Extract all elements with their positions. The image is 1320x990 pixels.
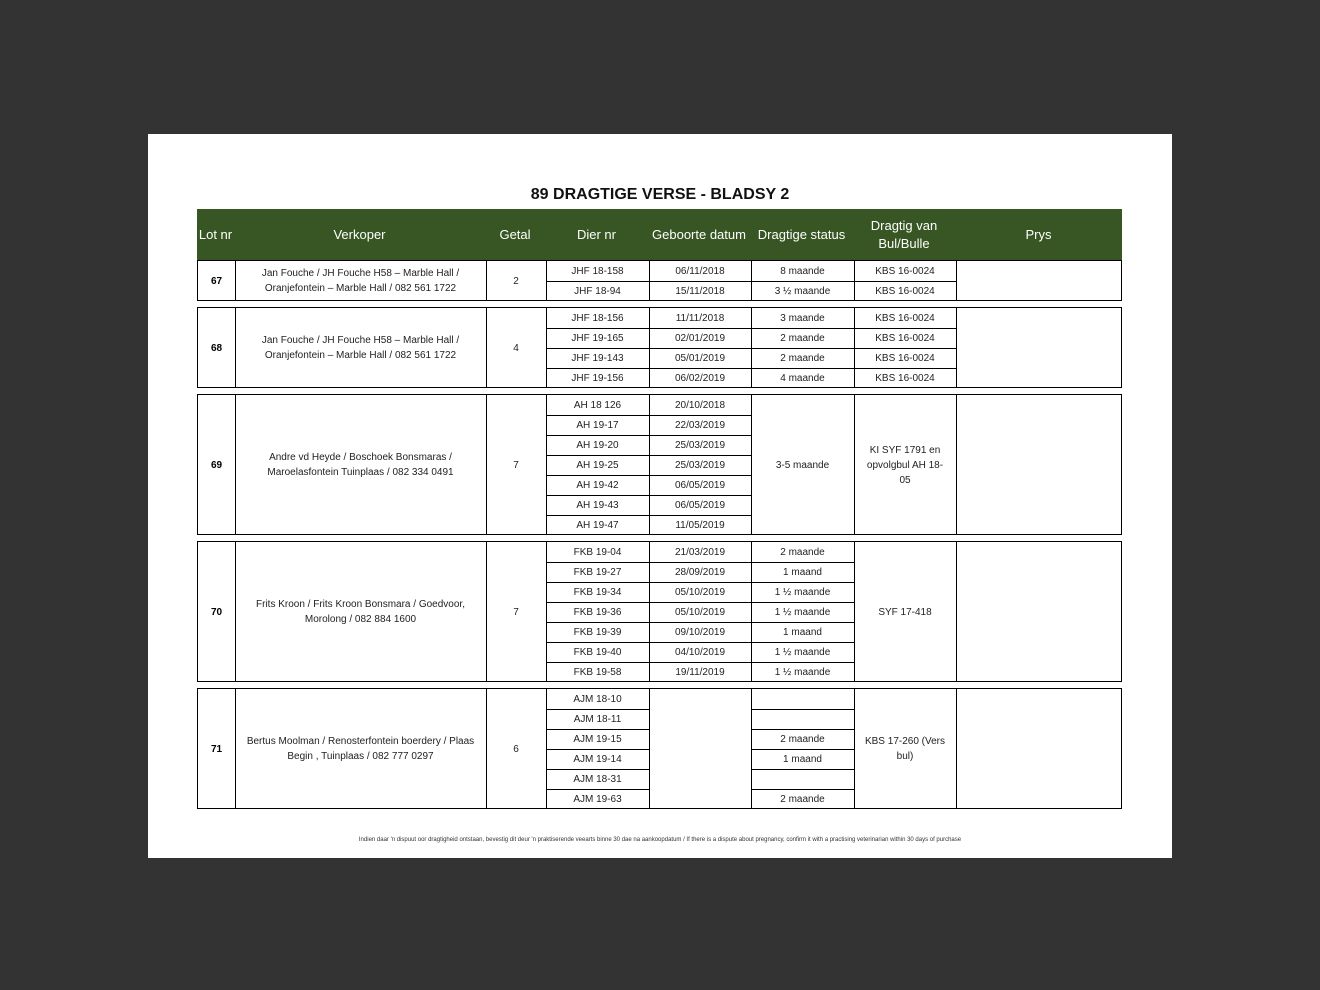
animal-id: AH 19-25 (576, 459, 619, 471)
animal-id: AJM 19-14 (573, 753, 622, 765)
birth-date: 06/05/2019 (674, 499, 726, 511)
header-lot: Lot nr (198, 226, 233, 242)
lot-number: 68 (210, 342, 223, 354)
animal-id: AH 19-43 (576, 499, 619, 511)
animal-id: AJM 19-63 (573, 793, 622, 805)
header-status: Dragtige status (757, 226, 846, 242)
pregnancy-status: 8 maande (780, 265, 825, 277)
animal-id: FKB 19-34 (573, 586, 622, 598)
price-cell (956, 261, 1123, 301)
column-divider (649, 689, 650, 808)
seller-details: Bertus Moolman / Renosterfontein boerdery / Plaas Begin , Tuinplaas / 082 777 0297 (246, 736, 475, 762)
birth-date: 06/11/2018 (675, 265, 725, 277)
animal-id: JHF 19-143 (571, 352, 624, 364)
birth-date: 05/10/2019 (674, 606, 726, 618)
animal-id: FKB 19-36 (573, 606, 622, 618)
animal-id: FKB 19-58 (573, 666, 622, 678)
birth-date: 19/11/2019 (675, 666, 725, 678)
birth-date: 28/09/2019 (674, 566, 726, 578)
birth-date: 11/11/2018 (675, 312, 725, 324)
birth-date: 06/02/2019 (674, 372, 726, 384)
pregnancy-status (751, 709, 854, 729)
pregnancy-status: 2 maande (780, 733, 825, 745)
price-cell (956, 689, 1123, 809)
sire-bull: KBS 16-0024 (875, 285, 935, 297)
seller-details: Jan Fouche / JH Fouche H58 – Marble Hall / Oranjefontein – Marble Hall / 082 561 1722 (261, 268, 460, 294)
birth-date: 02/01/2019 (674, 332, 726, 344)
birth-date: 25/03/2019 (674, 439, 726, 451)
price-cell (956, 395, 1123, 535)
birth-date: 04/10/2019 (674, 646, 726, 658)
lot-number: 71 (210, 743, 223, 755)
animal-id: JHF 18-94 (574, 285, 621, 297)
birth-date: 20/10/2018 (674, 399, 726, 411)
footer-disclaimer: Indien daar 'n dispuut oor dragtigheid ontstaan, bevestig dit deur 'n praktiserende veearts binne 30 dae na aankoopdatum / If there is a dispute about pregnancy, confirm it with a practising veterinarian within 30 days of purchase (358, 837, 962, 843)
lot-number: 70 (210, 606, 223, 618)
animal-id: AJM 19-15 (573, 733, 622, 745)
seller-details: Jan Fouche / JH Fouche H58 – Marble Hall / Oranjefontein – Marble Hall / 082 561 1722 (261, 335, 460, 361)
column-divider (235, 689, 236, 808)
sire-bull-merged: KBS 17-260 (Vers bul) (864, 736, 946, 762)
price-cell (956, 308, 1123, 388)
animal-id: FKB 19-40 (573, 646, 622, 658)
lot-group (197, 307, 1122, 388)
pregnancy-status: 1 maand (783, 626, 822, 638)
document-page (148, 134, 1172, 858)
animal-count: 4 (513, 342, 519, 354)
animal-id: JHF 18-156 (571, 312, 624, 324)
sire-bull: KBS 16-0024 (875, 352, 935, 364)
column-divider (854, 542, 855, 681)
sire-bull-merged: KI SYF 1791 en opvolgbul AH 18-05 (866, 444, 944, 486)
header-prys: Prys (1025, 226, 1052, 242)
pregnancy-status: 1 maand (783, 753, 822, 765)
lot-group (197, 541, 1122, 682)
pregnancy-status: 3 maande (780, 312, 825, 324)
sire-bull-merged: SYF 17-418 (878, 606, 932, 618)
column-divider (854, 395, 855, 534)
animal-id: AJM 18-10 (573, 693, 622, 705)
animal-id: AH 19-42 (576, 479, 619, 491)
birth-date: 05/10/2019 (674, 586, 726, 598)
animal-count: 7 (513, 606, 519, 618)
animal-id: AJM 18-31 (573, 773, 622, 785)
animal-count: 6 (513, 743, 519, 755)
pregnancy-status: 2 maande (780, 332, 825, 344)
sire-bull: KBS 16-0024 (875, 372, 935, 384)
animal-id: FKB 19-04 (573, 546, 622, 558)
birth-date: 09/10/2019 (674, 626, 726, 638)
animal-id: AH 19-20 (576, 439, 619, 451)
lot-group (197, 688, 1122, 809)
birth-date: 11/05/2019 (675, 519, 725, 531)
column-divider (235, 261, 236, 300)
table-header (197, 209, 1122, 260)
column-divider (235, 395, 236, 534)
sire-bull: KBS 16-0024 (875, 332, 935, 344)
header-dragtig-van: Dragtig van Bul/Bulle (870, 217, 938, 251)
column-divider (235, 308, 236, 387)
lot-group (197, 394, 1122, 535)
birth-date: 21/03/2019 (674, 546, 726, 558)
pregnancy-status: 1 ½ maande (774, 586, 831, 598)
birth-date: 15/11/2018 (675, 285, 725, 297)
animal-id: AH 18 126 (573, 399, 622, 411)
header-dier: Dier nr (576, 226, 616, 242)
pregnancy-status: 1 maand (783, 566, 822, 578)
pregnancy-status: 3 ½ maande (774, 285, 831, 297)
birth-date: 22/03/2019 (674, 419, 726, 431)
pregnancy-status: 1 ½ maande (774, 646, 831, 658)
pregnancy-status: 4 maande (780, 372, 825, 384)
price-cell (956, 542, 1123, 682)
pregnancy-status (751, 769, 854, 789)
lot-group (197, 260, 1122, 301)
animal-id: AH 19-17 (576, 419, 619, 431)
animal-id: JHF 18-158 (571, 265, 624, 277)
sire-bull: KBS 16-0024 (875, 265, 935, 277)
animal-id: JHF 19-165 (571, 332, 624, 344)
pregnancy-status: 2 maande (780, 546, 825, 558)
seller-details: Frits Kroon / Frits Kroon Bonsmara / Goedvoor, Morolong / 082 884 1600 (256, 599, 465, 625)
birth-date: 06/05/2019 (674, 479, 726, 491)
lot-number: 69 (210, 459, 223, 471)
pregnancy-status: 1 ½ maande (774, 606, 831, 618)
pregnancy-status: 1 ½ maande (774, 666, 831, 678)
sire-bull: KBS 16-0024 (875, 312, 935, 324)
animal-id: AH 19-47 (576, 519, 619, 531)
animal-id: FKB 19-27 (573, 566, 622, 578)
animal-count: 7 (513, 459, 519, 471)
pregnancy-status (751, 689, 854, 709)
column-divider (854, 689, 855, 808)
animal-count: 2 (513, 275, 519, 287)
pregnancy-status: 2 maande (780, 352, 825, 364)
page-title: 89 DRAGTIGE VERSE - BLADSY 2 (530, 186, 790, 203)
animal-id: FKB 19-39 (573, 626, 622, 638)
seller-details: Andre vd Heyde / Boschoek Bonsmaras / Maroelasfontein Tuinplaas / 082 334 0491 (267, 452, 454, 478)
animal-id: JHF 19-156 (571, 372, 624, 384)
animal-id: AJM 18-11 (573, 713, 622, 725)
birth-date: 05/01/2019 (674, 352, 726, 364)
header-verkoper: Verkoper (333, 226, 386, 242)
header-geboorte: Geboorte datum (652, 226, 746, 242)
pregnancy-status-merged: 3-5 maande (775, 459, 830, 471)
header-getal: Getal (499, 226, 531, 242)
column-divider (235, 542, 236, 681)
lot-number: 67 (210, 275, 223, 287)
birth-date: 25/03/2019 (674, 459, 726, 471)
pregnancy-status: 2 maande (780, 793, 825, 805)
